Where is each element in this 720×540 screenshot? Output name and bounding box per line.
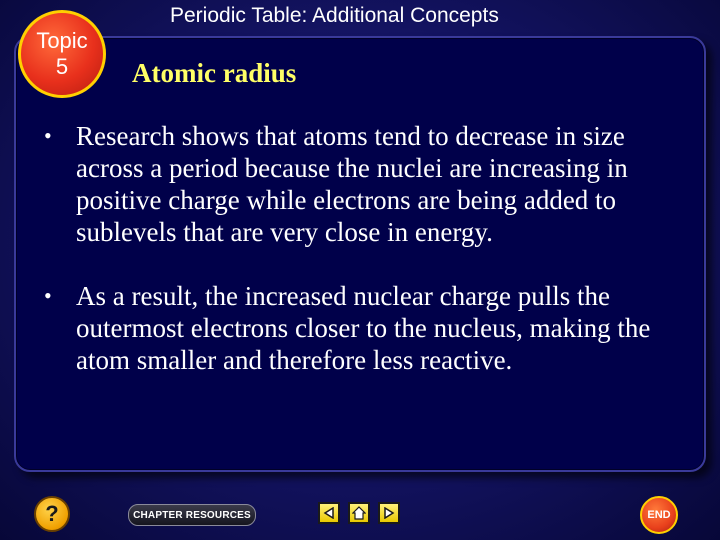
previous-button[interactable]: [318, 502, 340, 524]
footer-nav: [0, 488, 720, 540]
bullet-text: As a result, the increased nuclear charge pulls the outermost electrons closer to the nucleus, making the atom smaller and therefore less reactive.: [76, 281, 651, 375]
triangle-right-icon: [383, 507, 395, 519]
chapter-resources-button[interactable]: CHAPTER RESOURCES: [128, 504, 256, 526]
help-icon: ?: [45, 501, 59, 526]
bullet-list: [40, 120, 680, 408]
section-title: Atomic radius: [132, 58, 297, 88]
topic-badge-label: Topic: [36, 28, 88, 53]
end-button[interactable]: END: [640, 496, 678, 534]
triangle-left-icon: [323, 507, 335, 519]
bullet-dot: •: [44, 283, 52, 308]
topic-badge: [18, 10, 106, 98]
bullet-dot: •: [44, 123, 52, 148]
bullet-item: [40, 280, 680, 376]
home-button[interactable]: [348, 502, 370, 524]
page-title: Periodic Table: Additional Concepts: [170, 4, 499, 27]
bullet-text: Research shows that atoms tend to decrease in size across a period because the nuclei are increasing in positive charge while electrons are being added to sublevels that are very close in energy.: [76, 121, 628, 247]
topic-badge-number: 5: [55, 54, 69, 79]
next-button[interactable]: [378, 502, 400, 524]
home-icon: [352, 506, 366, 520]
bullet-item: [40, 120, 680, 248]
help-button[interactable]: [34, 496, 70, 532]
